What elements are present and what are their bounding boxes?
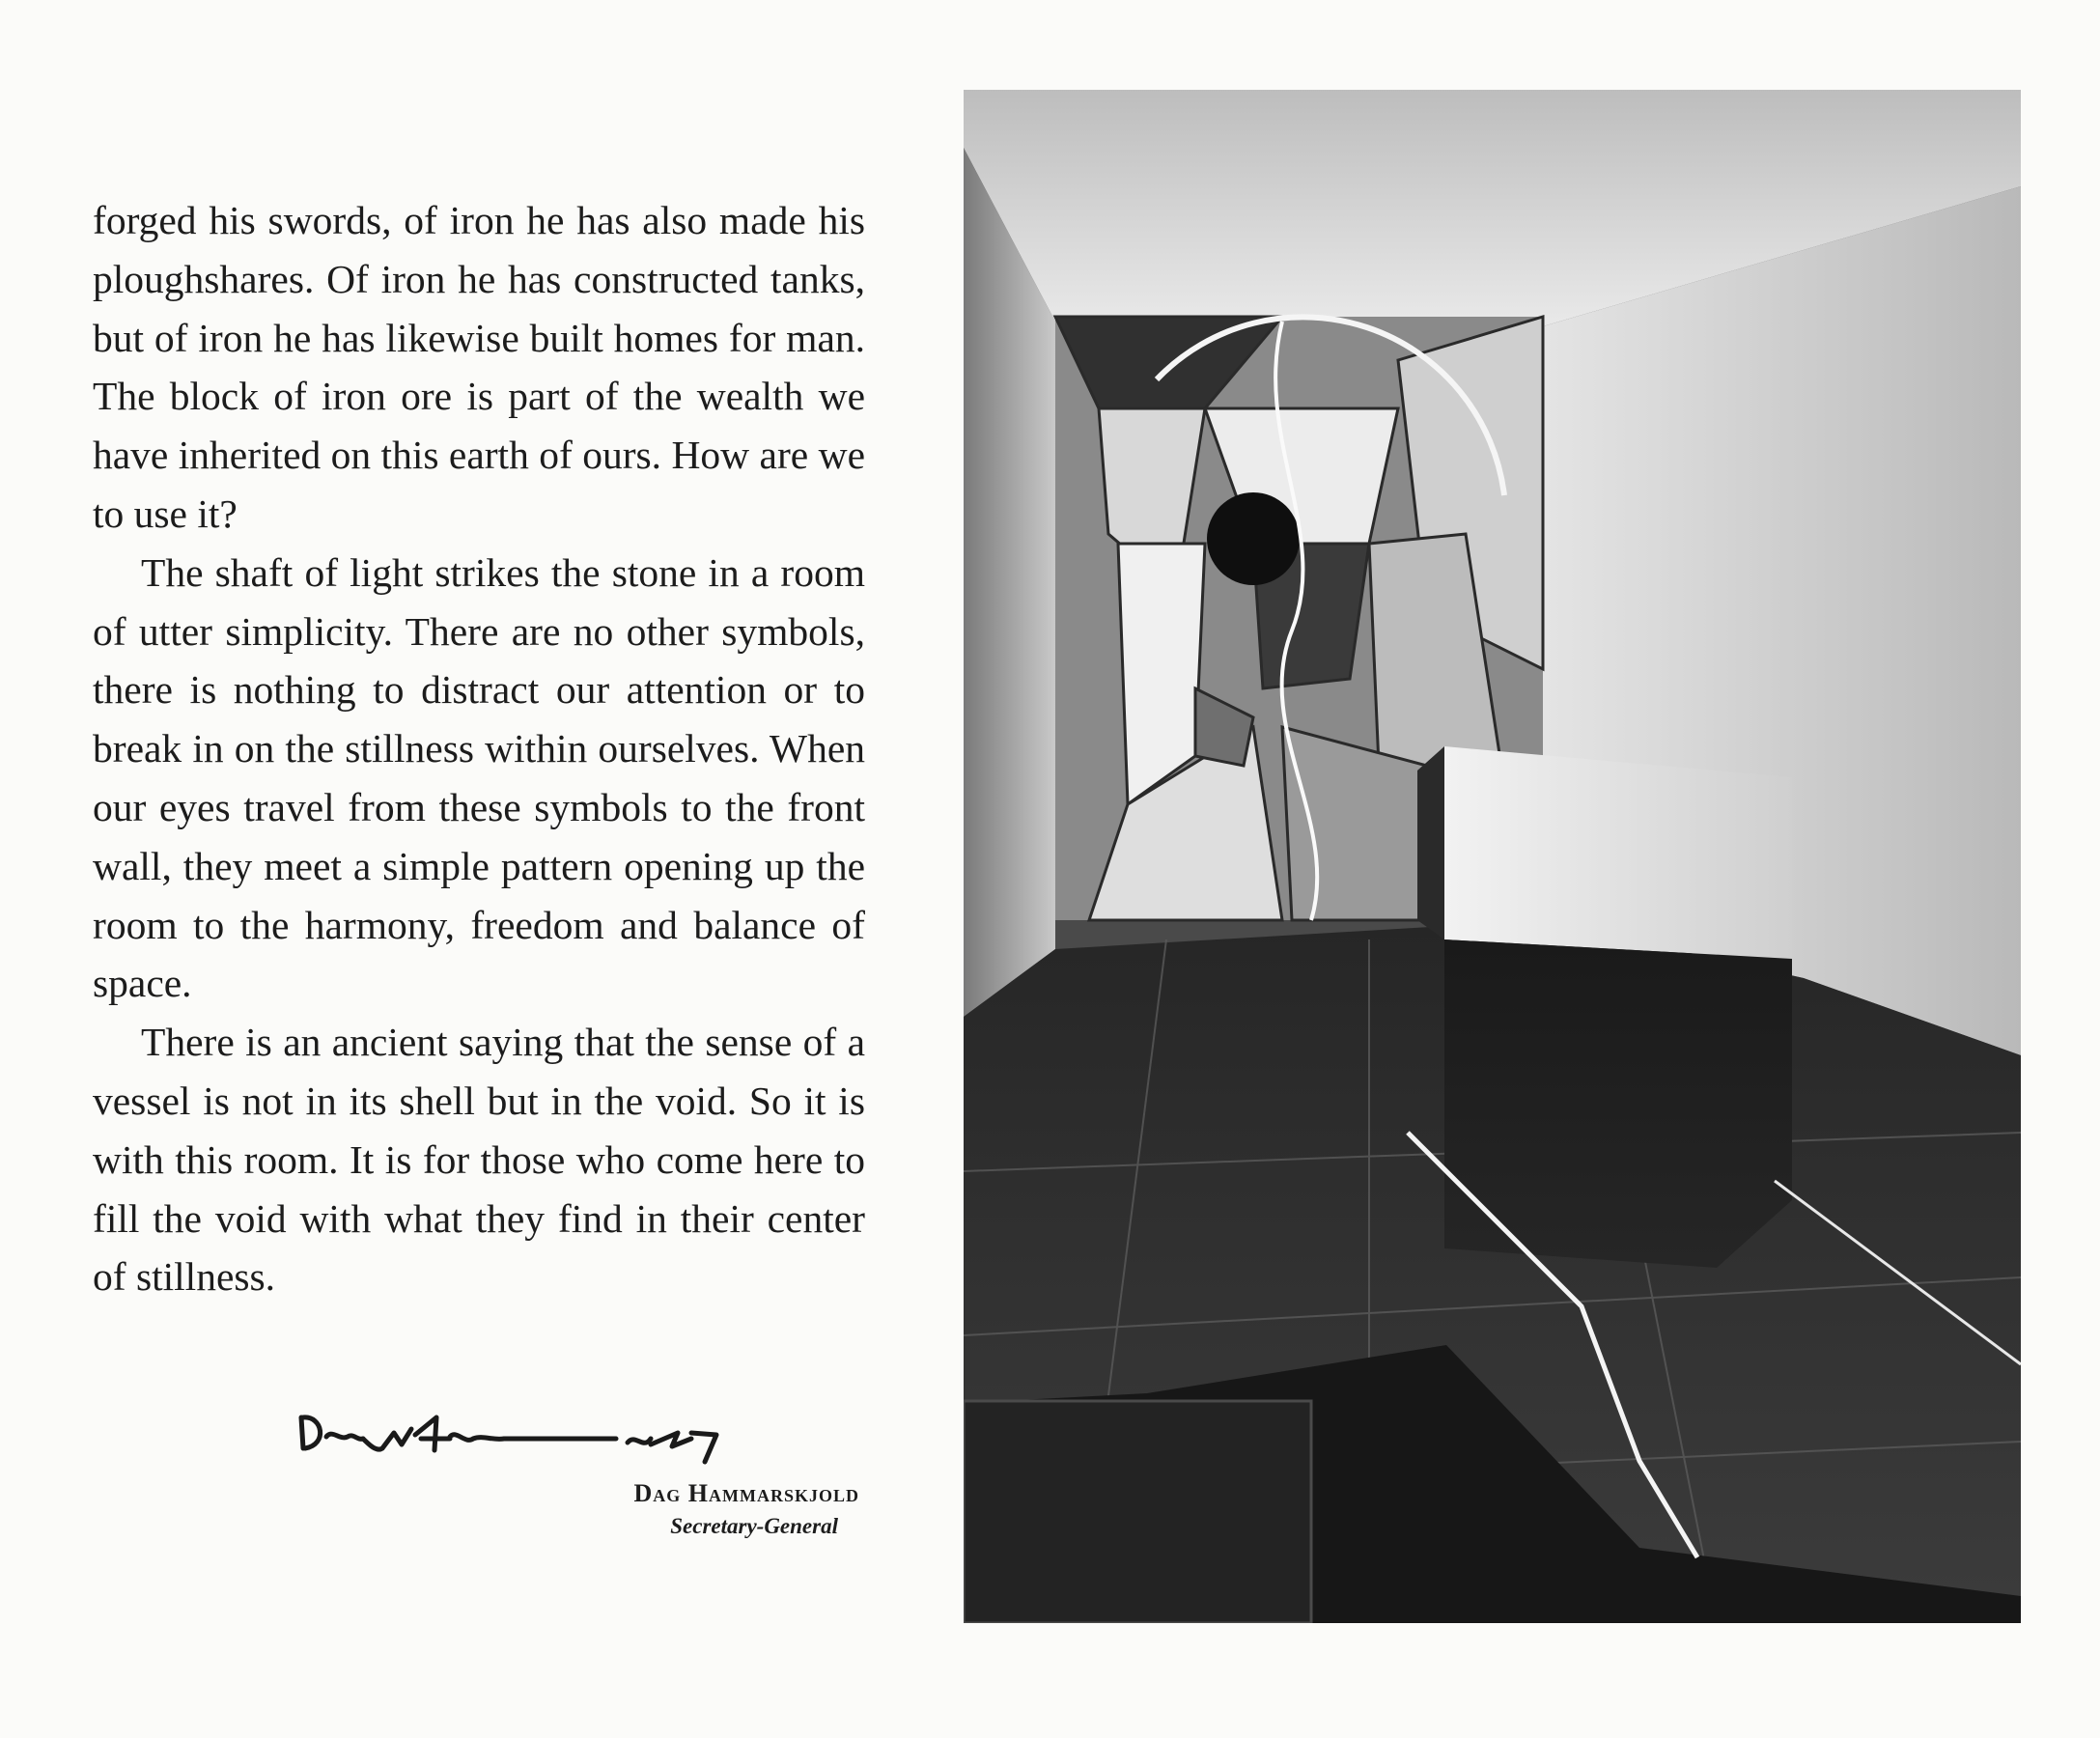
paragraph-3: There is an ancient saying that the sense of a vessel is not in its shell but in the void. So it is with this room. It is for those who come here to fill the void with what they find in their center of stillness. bbox=[93, 1020, 865, 1300]
meditation-room-photo bbox=[964, 90, 2021, 1623]
signatory-name: Dag Hammarskjold bbox=[633, 1479, 859, 1507]
signature-block bbox=[280, 1390, 859, 1555]
signatory-title: Secretary-General bbox=[670, 1514, 838, 1538]
article-body bbox=[93, 191, 865, 1306]
paragraph-2: The shaft of light strikes the stone in a room of utter simplicity. There are no other symbols, there is nothing to distract our attention or to break in on the stillness within ourselves. When our eyes travel from these symbols to the front wall, they meet a simple pattern opening up the room to the harmony, freedom and balance of space. bbox=[93, 549, 865, 1006]
paragraph-1: forged his swords, of iron he has also made his ploughshares. Of iron he has constructed tanks, but of iron he has likewise built homes for man. The block of iron ore is part of the wealth we have inherited on this earth of ours. How are we to use it? bbox=[93, 198, 865, 536]
handwritten-signature bbox=[280, 1390, 859, 1477]
